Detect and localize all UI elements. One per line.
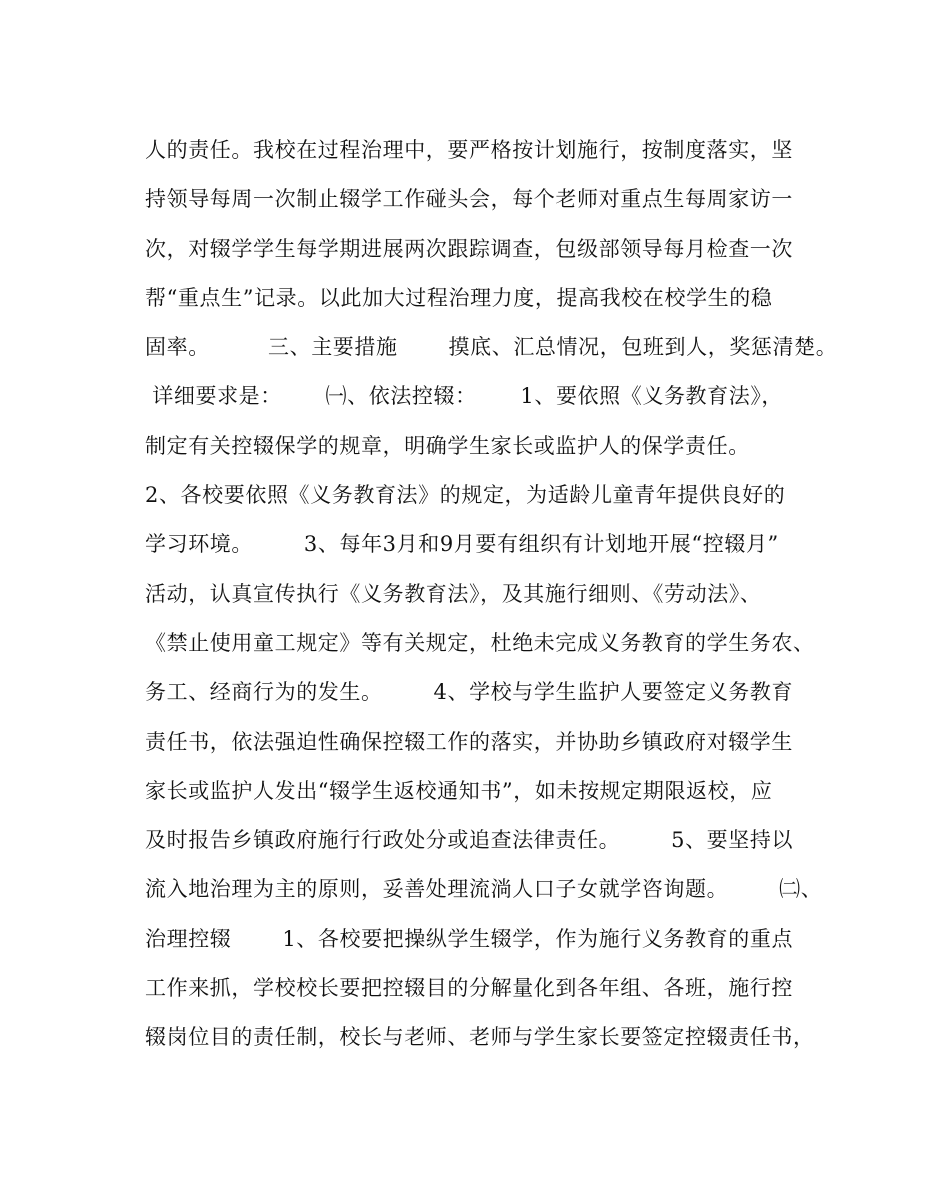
text-line: 及时报告乡镇政府施行行政处分或追查法律责任。 5、要坚持以 — [145, 828, 794, 853]
text-line: 责任书，依法强迫性确保控辍工作的落实，并协助乡镇政府对辍学生 — [145, 729, 793, 754]
text-line: 流入地治理为主的原则，妥善处理流淌人口子女就学咨询题。 ㈡、 — [145, 877, 823, 902]
body-text — [145, 126, 838, 1063]
text-line: 务工、经商行为的发生。 4、学校与学生监护人要签定义务教育 — [145, 680, 794, 705]
text-line: 人的责任。我校在过程治理中，要严格按计划施行，按制度落实，坚 — [145, 138, 793, 162]
text-line: 家长或监护人发出“辍学生返校通知书”，如未按规定期限返校，应 — [145, 778, 773, 803]
text-line: 帮“重点生”记录。以此加大过程治理力度，提高我校在校学生的稳 — [145, 285, 773, 310]
text-line: 辍岗位目的责任制，校长与老师、老师与学生家长要签定控辍责任书， — [145, 1025, 815, 1050]
text-line: 《禁止使用童工规定》等有关规定，杜绝未完成义务教育的学生务农、 — [145, 630, 815, 655]
text-line: 工作来抓，学校校长要把控辍目的分解量化到各年组、各班，施行控 — [145, 976, 793, 1001]
text-line: 学习环境。 3、每年3月和9月要有组织有计划地开展“控辍月” — [145, 532, 779, 557]
text-line: 详细要求是： ㈠、依法控辍： 1、要依照《义务教育法》， — [145, 384, 784, 409]
text-line: 次，对辍学学生每学期进展两次跟踪调查，包级部领导每月检查一次 — [145, 236, 793, 261]
text-line: 活动，认真宣传执行《义务教育法》，及其施行细则、《劳动法》、 — [145, 581, 762, 606]
text-line: 制定有关控辍保学的规章，明确学生家长或监护人的保学责任。 — [145, 433, 750, 458]
text-line: 固率。 三、主要措施 摸底、汇总情况，包班到人，奖惩清楚。 — [145, 335, 838, 360]
text-line: 持领导每周一次制止辍学工作碰头会，每个老师对重点生每周家访一 — [145, 187, 793, 212]
text-line: 治理控辍 1、各校要把操纵学生辍学，作为施行义务教育的重点 — [145, 926, 794, 951]
text-line: 2、各校要依照《义务教育法》的规定，为适龄儿童青年提供良好的 — [145, 483, 786, 508]
